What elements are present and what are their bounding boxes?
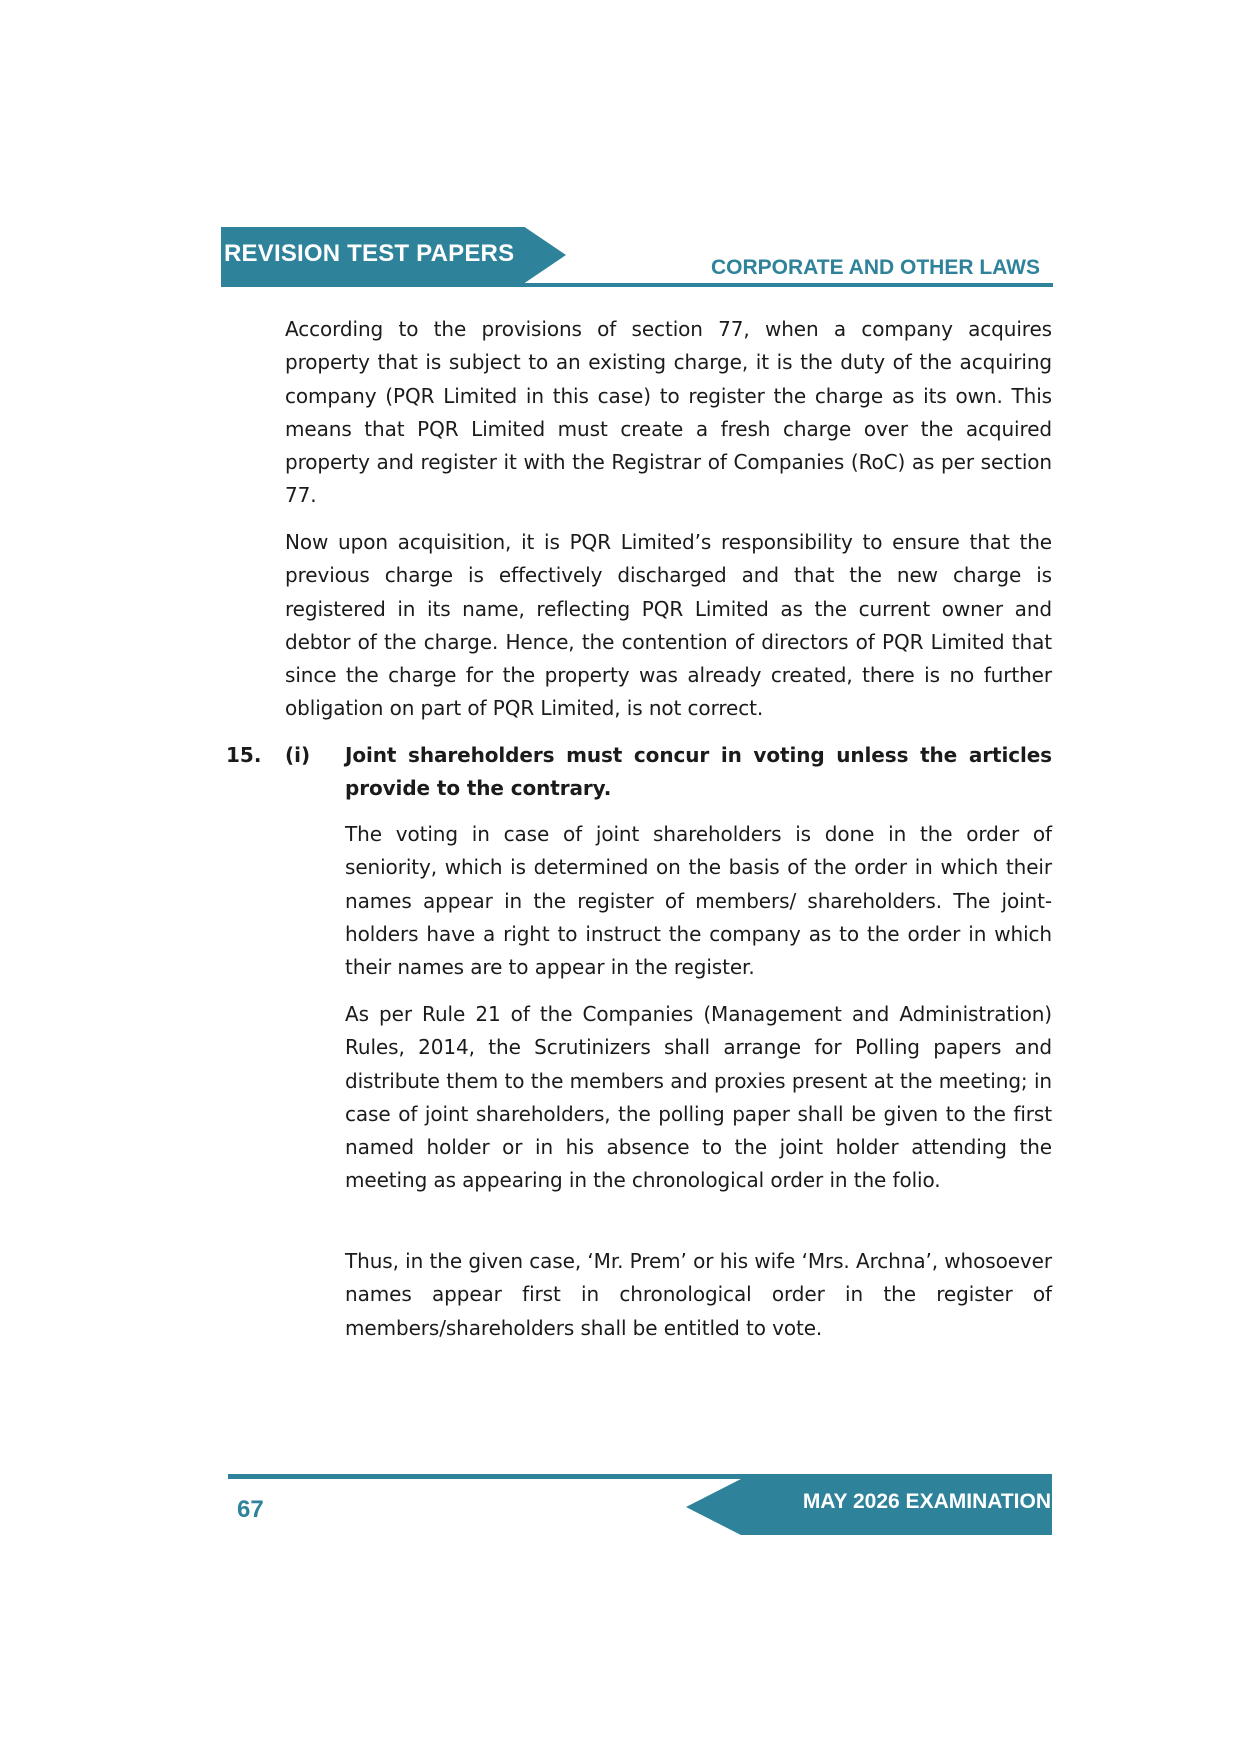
header-divider [221, 283, 1053, 287]
question-sub-number: (i) [285, 743, 311, 767]
answer-paragraph-2: Now upon acquisition, it is PQR Limited’s responsibility to ensure that the previous charge is effectively discharged and that the new charge is registered in its name, reflecting PQR Limited as the current owner and debtor of the charge. Hence, the contention of directors of PQR Limited that since the charge for the property was already created, there is no further obligation on part of PQR Limited, is not correct. [285, 530, 1052, 721]
header-subject: CORPORATE AND OTHER LAWS [711, 256, 1040, 279]
answer-paragraph-3: The voting in case of joint shareholders is done in the order of seniority, which is determined on the basis of the order in which their names appear in the register of members/ shareholders. The joint- holders have a right to instruct the company as to the order in which their names are to appear in the register. [345, 822, 1052, 980]
answer-paragraph-5: Thus, in the given case, ‘Mr. Prem’ or his wife ‘Mrs. Archna’, whosoever names appear first in chronological order in the register of members/shareholders shall be entitled to vote. [345, 1249, 1052, 1340]
question-number: 15. [226, 743, 262, 767]
footer-exam-label: MAY 2026 EXAMINATION [802, 1490, 1051, 1513]
page-number: 67 [237, 1496, 264, 1523]
question-heading: Joint shareholders must concur in voting unless the articles provide to the contrary. [345, 743, 1052, 801]
answer-paragraph-4: As per Rule 21 of the Companies (Management and Administration) Rules, 2014, the Scrutinizers shall arrange for Polling papers and distribute them to the members and proxies present at the meeting; in case of joint shareholders, the polling paper shall be given to the first named holder or in his absence to the joint holder attending the meeting as appearing in the chronological order in the folio. [345, 1002, 1052, 1193]
header-banner-title: REVISION TEST PAPERS [224, 240, 515, 267]
footer-divider [228, 1474, 1052, 1479]
answer-paragraph-1: According to the provisions of section 77, when a company acquires property that is subject to an existing charge, it is the duty of the acquiring company (PQR Limited in this case) to register the charge as its own. This means that PQR Limited must create a fresh charge over the acquired property and register it with the Registrar of Companies (RoC) as per section 77. [285, 317, 1052, 508]
